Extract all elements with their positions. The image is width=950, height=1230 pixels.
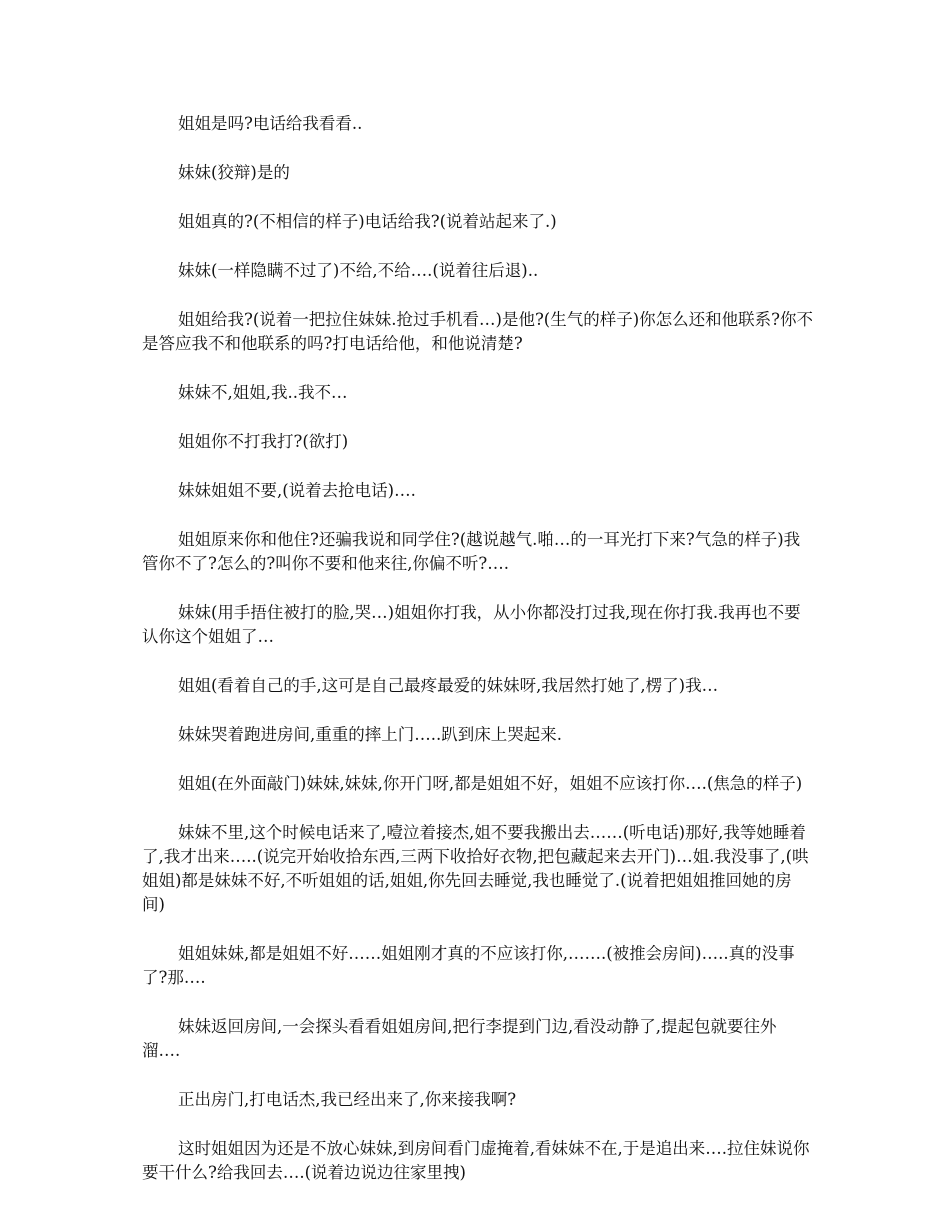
paragraph-17: 正出房门,打电话杰,我已经出来了,你来接我啊? [178,1090,517,1109]
paragraph-15: 姐姐妹妹,都是姐姐不好……姐姐刚才真的不应该打你,…….(被推会房间)…..真的没事了?那…. [142,944,795,987]
paragraph-5: 姐姐给我?(说着一把拉住妹妹.抢过手机看…)是他?(生气的样子)你怎么还和他联系?你不是答应我不和他联系的吗?打电话给他，和他说清楚? [142,310,814,353]
paragraph-8: 妹妹姐姐不要,(说着去抢电话)…. [178,481,416,500]
paragraph-1: 姐姐是吗?电话给我看看.. [178,114,363,133]
paragraph-7: 姐姐你不打我打?(欲打) [178,432,349,451]
paragraph-10: 妹妹(用手捂住被打的脸,哭…)姐姐你打我，从小你都没打过我,现在你打我.我再也不要认你这个姐姐了… [142,603,801,646]
paragraph-12: 妹妹哭着跑进房间,重重的摔上门…..趴到床上哭起来. [178,725,562,744]
paragraph-11: 姐姐(看着自己的手,这可是自己最疼最爱的妹妹呀,我居然打她了,楞了)我… [178,676,719,695]
paragraph-16: 妹妹返回房间,一会探头看看姐姐房间,把行李提到门边,看没动静了,提起包就要往外溜…. [142,1017,777,1060]
paragraph-13: 姐姐(在外面敲门)妹妹,妹妹,你开门呀,都是姐姐不好，姐姐不应该打你….(焦急的样子) [178,774,803,793]
paragraph-4: 妹妹(一样隐瞒不过了)不给,不给….(说着往后退).. [178,261,539,280]
script-body [142,112,814,1210]
paragraph-2: 妹妹(狡辩)是的 [178,163,290,182]
paragraph-3: 姐姐真的?(不相信的样子)电话给我?(说着站起来了.) [178,212,557,231]
paragraph-14: 妹妹不里,这个时候电话来了,噎泣着接杰,姐不要我搬出去……(听电话)那好,我等她睡着了,我才出来…..(说完开始收拾东西,三两下收拾好衣物,把包藏起来去开门)…姐.我没事了,(哄姐姐)都是妹妹不好,不听姐姐的话,姐姐,你先回去睡觉,我也睡觉了.(说着把姐姐推回她的房间) [142,823,809,914]
paragraph-18: 这时姐姐因为还是不放心妹妹,到房间看门虚掩着,看妹妹不在,于是追出来….拉住妹说你要干什么?给我回去….(说着边说边往家里拽) [142,1139,810,1182]
paragraph-6: 妹妹不,姐姐,我..我不… [178,383,348,402]
paragraph-9: 姐姐原来你和他住?还骗我说和同学住?(越说越气.啪…的一耳光打下来?气急的样子)我管你不了?怎么的?叫你不要和他来往,你偏不听?…. [142,530,801,573]
